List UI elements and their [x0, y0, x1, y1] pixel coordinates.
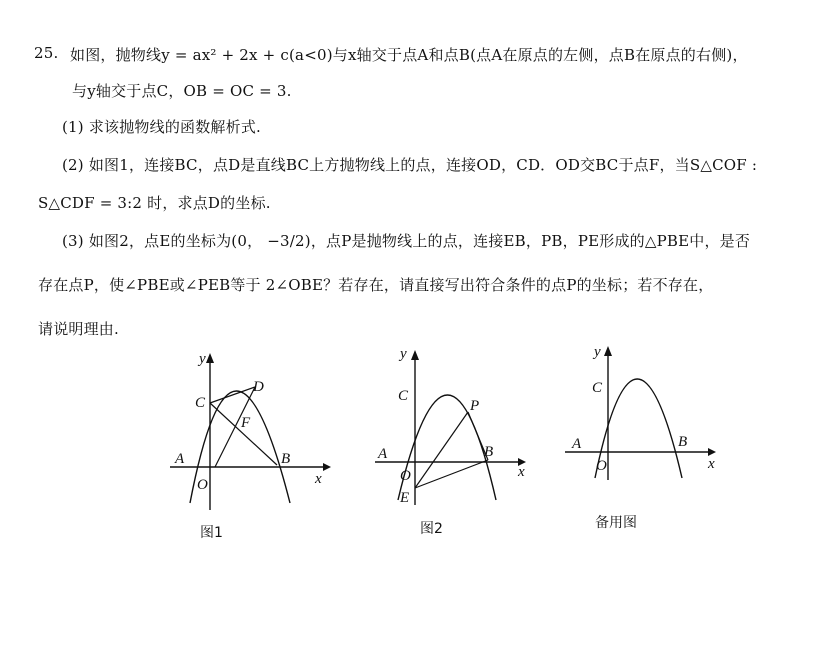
fig1-y-arrow — [206, 353, 214, 363]
question-3-part-c: 请说明理由. — [38, 320, 119, 338]
figure-1 — [165, 345, 335, 515]
question-1: (1) 求该抛物线的函数解析式. — [62, 118, 261, 136]
figure-2-caption: 图2 — [420, 521, 443, 537]
fig1-label-d: D — [253, 379, 264, 395]
fig1-label-f: F — [241, 415, 251, 431]
fig3-label-o: O — [596, 458, 607, 474]
fig3-label-a: A — [572, 436, 582, 452]
fig2-label-y: y — [400, 346, 407, 362]
fig1-label-b: B — [281, 451, 291, 467]
fig1-label-y: y — [199, 351, 206, 367]
fig1-label-a: A — [175, 451, 185, 467]
problem-line-1: 如图，抛物线y = ax² + 2x + c(a<0)与x轴交于点A和点B(点A在原点的左侧，点B在原点的右侧)， — [70, 46, 748, 64]
fig1-x-arrow — [323, 463, 331, 471]
fig3-x-arrow — [708, 448, 716, 456]
fig2-label-p: P — [470, 398, 480, 414]
fig3-label-x: x — [708, 456, 715, 472]
fig3-label-c: C — [592, 380, 603, 396]
fig1-label-o: O — [197, 477, 208, 493]
fig2-segment-pe — [415, 412, 468, 488]
fig2-label-b: B — [484, 444, 494, 460]
fig2-label-a: A — [378, 446, 388, 462]
fig2-segment-eb — [415, 460, 488, 488]
fig3-y-arrow — [604, 346, 612, 356]
figure-1-caption: 图1 — [200, 525, 223, 541]
question-2-part-b: S△CDF = 3:2 时，求点D的坐标. — [38, 194, 271, 212]
fig2-parabola — [398, 395, 496, 500]
question-3-part-a: (3) 如图2，点E的坐标为(0， −3/2)，点P是抛物线上的点，连接EB，PB，PE形成的△PBE中，是否 — [62, 232, 751, 250]
problem-number: 25. — [34, 44, 59, 62]
fig1-label-c: C — [195, 395, 206, 411]
fig2-label-c: C — [398, 388, 409, 404]
question-2-part-a: (2) 如图1，连接BC，点D是直线BC上方抛物线上的点，连接OD，CD．OD交BC于点F，当S△COF : — [62, 156, 758, 174]
figure-2 — [370, 340, 535, 515]
fig2-label-o: O — [400, 468, 411, 484]
problem-line-2: 与y轴交于点C，OB = OC = 3. — [72, 82, 292, 100]
fig1-label-x: x — [315, 471, 322, 487]
fig2-y-arrow — [411, 350, 419, 360]
fig3-label-b: B — [678, 434, 688, 450]
fig2-label-e: E — [400, 490, 410, 506]
figure-3-caption: 备用图 — [595, 515, 637, 531]
fig3-label-y: y — [594, 344, 601, 360]
question-3-part-b: 存在点P，使∠PBE或∠PEB等于 2∠OBE？若存在，请直接写出符合条件的点P的坐标；若不存在， — [38, 276, 714, 294]
figure-3 — [560, 340, 725, 485]
fig2-label-x: x — [518, 464, 525, 480]
